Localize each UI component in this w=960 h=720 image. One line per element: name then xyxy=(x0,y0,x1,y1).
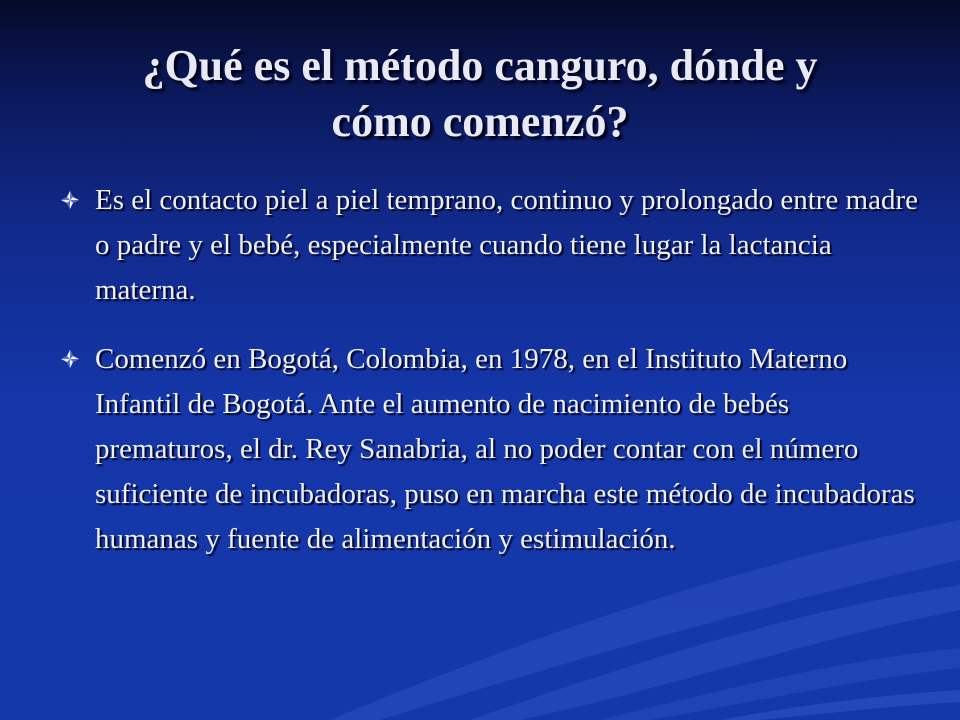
bullet-item-history xyxy=(60,337,920,562)
slide-title xyxy=(40,38,920,150)
bullet-text: Es el contacto piel a piel temprano, continuo y prolongado entre madre o padre y el bebé, especialmente cuando tiene lugar la lactancia materna. xyxy=(95,184,919,306)
title-line-2: cómo comenzó? xyxy=(331,97,629,146)
diamond-bullet-icon xyxy=(60,190,80,210)
diamond-bullet-icon xyxy=(60,349,80,369)
bullet-list xyxy=(60,178,920,586)
title-line-1: ¿Qué es el método canguro, dónde y xyxy=(142,41,818,90)
bullet-text: Comenzó en Bogotá, Colombia, en 1978, en el Instituto Materno Infantil de Bogotá. Ante el aumento de nacimiento de bebés prematuros, el dr. Rey Sanabria, al no poder contar con el número suficiente de incubadoras, puso en marcha este método de incubadoras humanas y fuente de alimentación y estimulación. xyxy=(95,343,915,555)
bullet-item-definition xyxy=(60,178,920,313)
